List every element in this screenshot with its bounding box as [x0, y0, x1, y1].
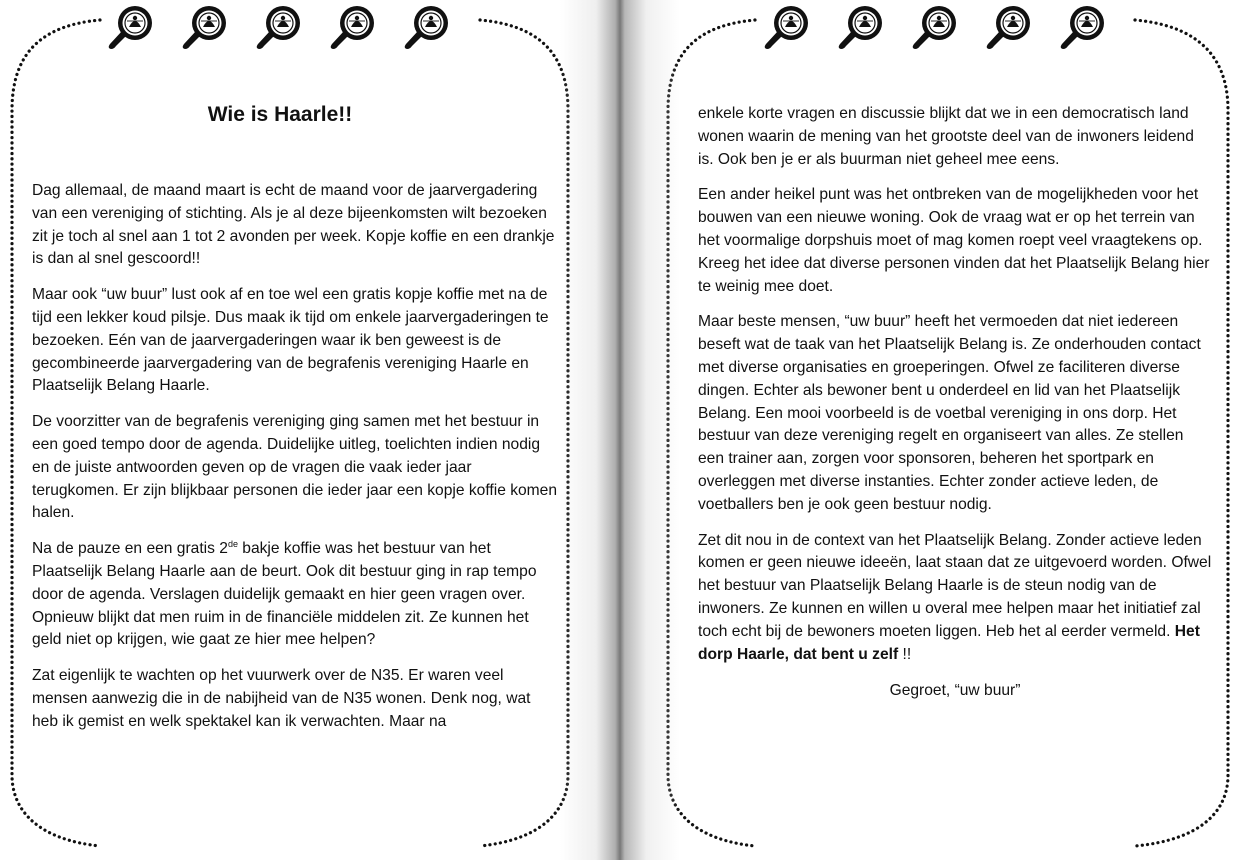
paragraph: enkele korte vragen en discussie blijkt dat we in een democratisch land wonen waarin de mening van het grootste deel van de inwoners leidend is. Ook ben je er als buurman niet geheel mee eens. — [698, 105, 1194, 168]
text-run: Zet dit nou in de context van het Plaatselijk Belang. Zonder actieve leden komen er geen nieuwe ideeën, laat staan dat ze uitgevoerd worden. Ofwel het bestuur van Plaatselijk Belang Haarle is de steun nodig van de inwoners. Ze kunnen en willen u overal mee helpen maar het initiatief zal toch echt bij de bewoners moeten liggen. Heb het al eerder vermeld. — [698, 531, 1212, 640]
right-text-column — [698, 103, 1212, 703]
magnifying-glass-emblem-icon — [982, 4, 1032, 50]
paragraph — [32, 538, 558, 652]
paragraph: De voorzitter van de begrafenis vereniging ging samen met het bestuur in een goed tempo door de agenda. Duidelijke uitleg, toelichten indien nodig en de juiste antwoorden geven op de vragen die vaak ieder jaar terugkomen. Er zijn blijkbaar personen die ieder jaar een kopje koffie komen halen. — [32, 413, 558, 522]
magnifying-glass-emblem-icon — [1056, 4, 1106, 50]
left-header-icons — [104, 4, 450, 50]
paragraph: Zat eigenlijk te wachten op het vuurwerk over de N35. Er waren veel mensen aanwezig die in de nabijheid van de N35 wonen. Denk nog, wat heb ik gemist en welk spektakel kan ik verwachten. Maar na — [32, 667, 531, 730]
magnifying-glass-emblem-icon — [908, 4, 958, 50]
paragraph — [698, 530, 1212, 667]
text-run: !! — [898, 645, 912, 663]
paragraph: Maar beste mensen, “uw buur” heeft het vermoeden dat niet iedereen beseft wat de taak van het Plaatselijk Belang is. Ze onderhouden contact met diverse organisaties en groeperingen. Ofwel ze faciliteren diverse dingen. Echter als bewoner bent u onderdeel en lid van het Plaatselijk Belang. Een mooi voorbeeld is de voetbal vereniging in ons dorp. Het bestuur van deze vereniging regelt en organiseert van alles. Ze stellen een trainer aan, zorgen voor sponsoren, beheren het sportpark en overleggen met diverse instanties. Echter zonder actieve leden, de voetballers ben je ook geen bestuur nodig. — [698, 313, 1201, 513]
magnifying-glass-emblem-icon — [760, 4, 810, 50]
left-text-column — [32, 180, 558, 734]
article-title: Wie is Haarle!! — [207, 103, 353, 126]
ordinal-superscript: de — [227, 538, 238, 549]
magnifying-glass-emblem-icon — [834, 4, 884, 50]
magnifying-glass-emblem-icon — [326, 4, 376, 50]
magnifying-glass-emblem-icon — [400, 4, 450, 50]
paragraph: Maar ook “uw buur” lust ook af en toe wel een gratis kopje koffie met na de tijd een lekker koud pilsje. Dus maak ik tijd om enkele jaarvergaderingen te bezoeken. Eén van de jaarvergaderingen waar ik ben geweest is de gecombineerde jaarvergadering van de begrafenis vereniging Haarle en Plaatselijk Belang Haarle. — [32, 286, 549, 395]
right-header-icons — [760, 4, 1106, 50]
paragraph: Een ander heikel punt was het ontbreken van de mogelijkheden voor het bouwen van een nieuwe woning. Ook de vraag wat er op het terrein van het voormalige dorpshuis moet of mag komen roept veel vraagtekens op. Kreeg het idee dat diverse personen vinden dat het Plaatselijk Belang hier te weinig mee doet. — [698, 186, 1210, 295]
paragraph: Dag allemaal, de maand maart is echt de maand voor de jaarvergadering van een vereniging of stichting. Als je al deze bijeenkomsten wilt bezoeken zit je toch al snel aan 1 tot 2 avonden per week. Kopje koffie en een drankje is dan al snel gescoord!! — [32, 182, 555, 268]
magnifying-glass-emblem-icon — [104, 4, 154, 50]
text-run: bakje koffie was het bestuur van het Plaatselijk Belang Haarle aan de beurt. Ook dit bestuur ging in rap tempo door de agenda. Verslagen duidelijk gemaakt en hier geen vragen over. Opnieuw blijkt dat men ruim in de financiële middelen zit. Ze kunnen het geld niet op krijgen, wie gaat ze hier mee helpen? — [32, 540, 537, 649]
magnifying-glass-emblem-icon — [178, 4, 228, 50]
text-run: Na de pauze en een gratis 2 — [32, 540, 228, 558]
magnifying-glass-emblem-icon — [252, 4, 302, 50]
bold-slogan: Het dorp Haarle, dat bent u zelf — [698, 622, 1200, 663]
closing-signature: Gegroet, “uw buur” — [889, 682, 1021, 700]
